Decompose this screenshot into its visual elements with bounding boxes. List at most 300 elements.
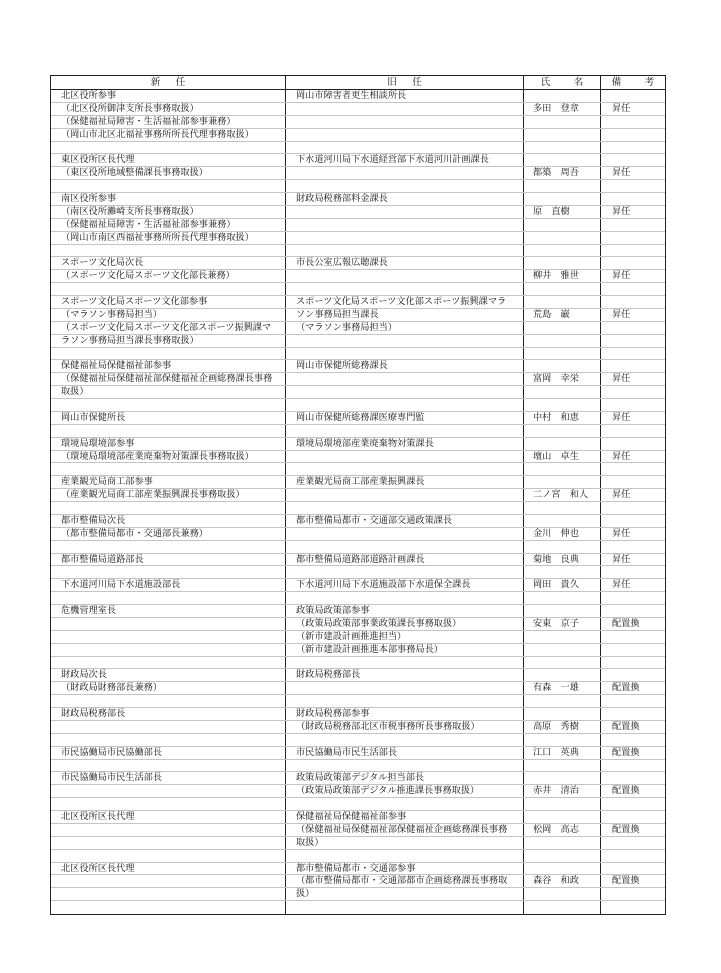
old-post-cell	[285, 129, 523, 141]
table-row	[51, 335, 665, 348]
name-cell	[523, 901, 600, 914]
old-post-cell: 下水道河川局下水道施設部下水道保全課長	[285, 579, 523, 591]
new-post-cell: 市民協働局市民生活部長	[61, 772, 163, 784]
new-post-cell: 産業観光局商工部参事	[61, 476, 153, 488]
note-cell	[600, 566, 665, 578]
name-cell	[523, 708, 600, 720]
new-post-cell: （北区役所御津支所長事務取扱）	[61, 102, 199, 114]
note-cell: 配置換	[600, 824, 665, 836]
old-post-cell	[285, 270, 523, 282]
old-post-cell: 岡山市障害者更生相談所長	[285, 90, 523, 102]
name-cell	[523, 657, 600, 669]
table-row	[51, 451, 665, 464]
note-cell	[600, 399, 665, 411]
table-row	[51, 142, 665, 155]
old-post-cell	[285, 245, 523, 257]
old-post-cell	[285, 734, 523, 746]
note-cell: 昇任	[600, 579, 665, 591]
table-row	[51, 850, 665, 863]
table-row	[51, 193, 665, 206]
new-post-cell	[51, 463, 285, 475]
table-row	[51, 438, 665, 451]
new-post-cell: 都市整備局次長	[61, 514, 126, 526]
old-post-cell	[285, 502, 523, 514]
old-post-cell	[285, 657, 523, 669]
note-cell	[600, 863, 665, 875]
name-cell	[523, 811, 600, 823]
old-post-cell	[285, 116, 523, 128]
table-row	[51, 386, 665, 399]
note-cell: 昇任	[600, 554, 665, 566]
name-cell	[523, 669, 600, 681]
name-cell	[523, 348, 600, 360]
note-cell	[600, 463, 665, 475]
name-cell	[523, 296, 600, 308]
table-row	[51, 695, 665, 708]
new-post-cell	[51, 760, 285, 772]
old-post-cell: 保健福祉局保健福祉部参事	[285, 811, 523, 823]
old-post-cell: 都市整備局道路部道路計画課長	[285, 554, 523, 566]
name-cell	[523, 193, 600, 205]
name-cell	[523, 180, 600, 192]
table-row	[51, 489, 665, 502]
old-post-cell	[285, 180, 523, 192]
name-cell	[523, 322, 600, 334]
table-row	[51, 657, 665, 670]
new-post-cell: 北区役所区長代理	[61, 811, 135, 822]
note-cell	[600, 129, 665, 141]
header-note: 備 考	[600, 76, 665, 89]
note-cell	[600, 644, 665, 656]
name-cell: 荒島 巌	[523, 309, 600, 321]
note-cell	[600, 425, 665, 437]
name-cell: 江口 英典	[523, 747, 600, 759]
old-post-cell: 扱）	[285, 888, 523, 900]
old-post-cell: 都市整備局都市・交通部参事	[285, 863, 523, 875]
note-cell	[600, 837, 665, 849]
name-cell	[523, 257, 600, 269]
new-post-cell: （南区役所灘崎支所長事務取扱）	[61, 205, 199, 217]
table-row	[51, 631, 665, 644]
name-cell	[523, 566, 600, 578]
old-post-cell: 財政局税務部長	[285, 669, 523, 681]
old-post-cell: 取扱）	[285, 837, 523, 849]
new-post-cell	[51, 875, 285, 887]
old-post-cell: 下水道河川局下水道経営部下水道河川計画課長	[285, 154, 523, 166]
table-header	[51, 76, 665, 90]
name-cell	[523, 772, 600, 784]
note-cell	[600, 193, 665, 205]
table-row	[51, 708, 665, 721]
name-cell	[523, 631, 600, 643]
note-cell	[600, 669, 665, 681]
table-row	[51, 760, 665, 773]
table-row	[51, 798, 665, 811]
name-cell	[523, 154, 600, 166]
name-cell	[523, 386, 600, 398]
name-cell: 金川 伸也	[523, 528, 600, 540]
old-post-cell	[285, 528, 523, 540]
name-cell: 安東 京子	[523, 618, 600, 630]
note-cell	[600, 257, 665, 269]
name-cell	[523, 116, 600, 128]
name-cell	[523, 438, 600, 450]
note-cell	[600, 734, 665, 746]
table-row	[51, 618, 665, 631]
new-post-cell	[51, 785, 285, 797]
name-cell	[523, 888, 600, 900]
new-post-cell	[51, 399, 285, 411]
note-cell: 昇任	[600, 412, 665, 424]
old-post-cell	[285, 283, 523, 295]
old-post-cell	[285, 167, 523, 179]
name-cell	[523, 863, 600, 875]
new-post-cell	[51, 425, 285, 437]
name-cell	[523, 219, 600, 231]
new-post-cell	[51, 245, 285, 257]
table-row	[51, 888, 665, 901]
name-cell: 多田 登章	[523, 103, 600, 115]
name-cell: 有森 一雄	[523, 682, 600, 694]
note-cell	[600, 348, 665, 360]
note-cell	[600, 811, 665, 823]
new-post-cell	[51, 901, 285, 914]
old-post-cell	[285, 425, 523, 437]
note-cell	[600, 708, 665, 720]
name-cell	[523, 798, 600, 810]
new-post-cell: 保健福祉局保健福祉部参事	[61, 360, 172, 372]
name-cell	[523, 605, 600, 617]
old-post-cell	[285, 206, 523, 218]
name-cell	[523, 541, 600, 553]
old-post-cell	[285, 541, 523, 553]
note-cell	[600, 541, 665, 553]
header-old-post: 旧 任	[285, 76, 523, 89]
name-cell	[523, 695, 600, 707]
new-post-cell: （岡山市北区北福祉事務所所長代理事務取扱）	[61, 128, 254, 140]
table-row	[51, 863, 665, 876]
new-post-cell: スポーツ文化局スポーツ文化部参事	[61, 296, 208, 307]
name-cell: 森谷 和政	[523, 875, 600, 887]
new-post-cell	[51, 734, 285, 746]
new-post-cell	[51, 592, 285, 604]
new-post-cell: （環境局環境部産業廃棄物対策課長事務取扱）	[61, 450, 254, 462]
new-post-cell	[51, 566, 285, 578]
table-row	[51, 644, 665, 657]
table-row	[51, 167, 665, 180]
note-cell: 昇任	[600, 489, 665, 501]
table-row	[51, 566, 665, 579]
name-cell	[523, 245, 600, 257]
new-post-cell	[51, 180, 285, 192]
table-row	[51, 257, 665, 270]
old-post-cell	[285, 901, 523, 914]
new-post-cell: 東区役所区長代理	[61, 154, 135, 166]
table-row	[51, 785, 665, 798]
new-post-cell	[51, 541, 285, 553]
note-cell: 昇任	[600, 167, 665, 179]
new-post-cell	[51, 502, 285, 514]
table-row	[51, 824, 665, 837]
old-post-cell	[285, 348, 523, 360]
table-row	[51, 502, 665, 515]
table-row	[51, 373, 665, 386]
note-cell	[600, 154, 665, 166]
note-cell	[600, 798, 665, 810]
old-post-cell	[285, 232, 523, 244]
note-cell	[600, 386, 665, 398]
old-post-cell	[285, 760, 523, 772]
table-row	[51, 412, 665, 425]
name-cell	[523, 283, 600, 295]
new-post-cell: （保健福祉局保健福祉部保健福祉企画総務課長事務	[61, 373, 273, 385]
table-row	[51, 721, 665, 734]
name-cell	[523, 463, 600, 475]
old-post-cell	[285, 682, 523, 694]
new-post-cell	[51, 888, 285, 900]
new-post-cell: （岡山市南区西福祉事務所所長代理事務取扱）	[61, 231, 254, 243]
old-post-cell: ソン事務局担当課長	[285, 309, 523, 321]
table-row	[51, 463, 665, 476]
header-new-post: 新 任	[150, 77, 189, 88]
table-row	[51, 811, 665, 824]
note-cell	[600, 232, 665, 244]
name-cell: 二ノ宮 和人	[523, 489, 600, 501]
old-post-cell: 環境局環境部産業廃棄物対策課長	[285, 438, 523, 450]
new-post-cell	[51, 644, 285, 656]
table-row	[51, 232, 665, 245]
table-row	[51, 399, 665, 412]
table-row	[51, 90, 665, 103]
table-row	[51, 476, 665, 489]
old-post-cell	[285, 386, 523, 398]
new-post-cell	[51, 721, 285, 733]
note-cell	[600, 515, 665, 527]
note-cell	[600, 335, 665, 347]
new-post-cell: 下水道河川局下水道施設部長	[61, 579, 181, 591]
name-cell	[523, 760, 600, 772]
old-post-cell	[285, 219, 523, 231]
table-row	[51, 348, 665, 361]
table-row	[51, 180, 665, 193]
old-post-cell	[285, 566, 523, 578]
new-post-cell: （財政局財務部長兼務）	[61, 682, 163, 694]
old-post-cell: （都市整備局都市・交通部都市企画総務課長事務取	[285, 875, 523, 887]
new-post-cell: 南区役所参事	[61, 193, 117, 204]
table-row	[51, 322, 665, 335]
note-cell: 昇任	[600, 309, 665, 321]
table-row	[51, 154, 665, 167]
old-post-cell: 岡山市保健所総務課医療専門監	[285, 412, 523, 424]
table-row	[51, 309, 665, 322]
note-cell	[600, 760, 665, 772]
new-post-cell: 市民協働局市民協働部長	[61, 746, 163, 758]
note-cell: 昇任	[600, 270, 665, 282]
old-post-cell: 財政局税務部料金課長	[285, 193, 523, 205]
table-row	[51, 875, 665, 888]
name-cell	[523, 515, 600, 527]
name-cell: 中村 和恵	[523, 412, 600, 424]
new-post-cell	[51, 798, 285, 810]
name-cell	[523, 837, 600, 849]
note-cell	[600, 322, 665, 334]
old-post-cell	[285, 463, 523, 475]
old-post-cell	[285, 850, 523, 862]
table-row	[51, 425, 665, 438]
new-post-cell: （保健福祉局障害・生活福祉部参事兼務）	[61, 115, 236, 127]
name-cell	[523, 476, 600, 488]
table-body	[51, 90, 665, 914]
new-post-cell: （マラソン事務局担当）	[61, 308, 163, 320]
note-cell	[600, 219, 665, 231]
note-cell	[600, 888, 665, 900]
old-post-cell	[285, 399, 523, 411]
new-post-cell: 取扱）	[61, 386, 89, 398]
name-cell	[523, 142, 600, 154]
new-post-cell	[51, 283, 285, 295]
old-post-cell: （新市建設計画推進担当）	[285, 631, 523, 643]
new-post-cell	[51, 348, 285, 360]
new-post-cell: 危機管理室長	[61, 605, 117, 616]
new-post-cell: （スポーツ文化局スポーツ文化部長兼務）	[61, 270, 235, 282]
personnel-table	[50, 75, 666, 915]
table-row	[51, 579, 665, 592]
table-row	[51, 129, 665, 142]
old-post-cell: 政策局政策部デジタル担当部長	[285, 772, 523, 784]
old-post-cell: （政策局政策部デジタル推進課長事務取扱）	[285, 785, 523, 797]
name-cell	[523, 734, 600, 746]
name-cell	[523, 90, 600, 102]
new-post-cell	[51, 631, 285, 643]
table-row	[51, 901, 665, 914]
old-post-cell: 岡山市保健所総務課長	[285, 360, 523, 372]
old-post-cell	[285, 142, 523, 154]
note-cell	[600, 592, 665, 604]
note-cell	[600, 631, 665, 643]
note-cell	[600, 283, 665, 295]
table-row	[51, 592, 665, 605]
note-cell	[600, 695, 665, 707]
note-cell	[600, 360, 665, 372]
table-row	[51, 682, 665, 695]
name-cell	[523, 850, 600, 862]
note-cell	[600, 850, 665, 862]
old-post-cell	[285, 103, 523, 115]
table-row	[51, 837, 665, 850]
note-cell: 配置換	[600, 618, 665, 630]
name-cell: 高原 秀樹	[523, 721, 600, 733]
table-row	[51, 772, 665, 785]
note-cell: 配置換	[600, 682, 665, 694]
new-post-cell: 岡山市保健所長	[61, 411, 126, 423]
table-row	[51, 245, 665, 258]
name-cell: 岡田 貴久	[523, 579, 600, 591]
new-post-cell: （東区役所地域整備課長事務取扱）	[61, 167, 208, 179]
table-row	[51, 219, 665, 232]
old-post-cell: 市民協働局市民生活部長	[285, 747, 523, 759]
name-cell	[523, 644, 600, 656]
note-cell: 昇任	[600, 451, 665, 463]
new-post-cell	[51, 837, 285, 849]
table-row	[51, 669, 665, 682]
new-post-cell: （都市整備局都市・交通部長兼務）	[61, 527, 208, 539]
note-cell: 配置換	[600, 721, 665, 733]
note-cell	[600, 116, 665, 128]
note-cell	[600, 657, 665, 669]
old-post-cell: （財政局税務部北区市税事務所長事務取扱）	[285, 721, 523, 733]
note-cell: 配置換	[600, 747, 665, 759]
table-row	[51, 116, 665, 129]
new-post-cell: 北区役所区長代理	[61, 862, 135, 874]
table-row	[51, 554, 665, 567]
old-post-cell: （政策局政策部事業政策課長事務取扱）	[285, 618, 523, 630]
name-cell: 壇山 卓生	[523, 451, 600, 463]
name-cell	[523, 129, 600, 141]
old-post-cell: スポーツ文化局スポーツ文化部スポーツ振興課マラ	[285, 296, 523, 308]
new-post-cell: 環境局環境部参事	[61, 437, 135, 449]
old-post-cell	[285, 592, 523, 604]
new-post-cell	[51, 618, 285, 630]
name-cell: 柳井 雅世	[523, 270, 600, 282]
old-post-cell	[285, 489, 523, 501]
name-cell: 赤井 清治	[523, 785, 600, 797]
new-post-cell	[51, 850, 285, 862]
new-post-cell: 都市整備局道路部長	[61, 553, 144, 565]
note-cell	[600, 438, 665, 450]
note-cell	[600, 605, 665, 617]
name-cell	[523, 425, 600, 437]
old-post-cell: 産業観光局商工部産業振興課長	[285, 476, 523, 488]
table-row	[51, 360, 665, 373]
old-post-cell: 都市整備局都市・交通部交通政策課長	[285, 515, 523, 527]
name-cell: 富岡 幸栄	[523, 373, 600, 385]
new-post-cell	[51, 695, 285, 707]
name-cell: 原 直樹	[523, 206, 600, 218]
note-cell: 昇任	[600, 103, 665, 115]
old-post-cell	[285, 695, 523, 707]
old-post-cell: （新市建設計画推進本部事務局長）	[285, 644, 523, 656]
note-cell: 配置換	[600, 785, 665, 797]
name-cell	[523, 360, 600, 372]
new-post-cell: スポーツ文化局次長	[61, 257, 144, 269]
note-cell	[600, 901, 665, 914]
old-post-cell	[285, 451, 523, 463]
new-post-cell	[51, 824, 285, 836]
name-cell	[523, 399, 600, 411]
note-cell	[600, 180, 665, 192]
old-post-cell: （マラソン事務局担当）	[285, 322, 523, 334]
note-cell: 昇任	[600, 206, 665, 218]
name-cell: 松岡 高志	[523, 824, 600, 836]
new-post-cell	[51, 142, 285, 154]
note-cell	[600, 142, 665, 154]
note-cell	[600, 90, 665, 102]
new-post-cell: ラソン事務局担当課長事務取扱）	[61, 334, 199, 346]
table-row	[51, 283, 665, 296]
old-post-cell: （保健福祉局保健福祉部保健福祉企画総務課長事務	[285, 824, 523, 836]
table-row	[51, 541, 665, 554]
table-row	[51, 515, 665, 528]
note-cell: 昇任	[600, 528, 665, 540]
new-post-cell: 北区役所参事	[61, 90, 117, 101]
table-row	[51, 528, 665, 541]
name-cell: 菊地 良典	[523, 554, 600, 566]
note-cell	[600, 296, 665, 308]
new-post-cell: （産業観光局商工部産業振興課長事務取扱）	[61, 489, 245, 501]
name-cell: 都築 周吾	[523, 167, 600, 179]
table-row	[51, 605, 665, 618]
table-row	[51, 747, 665, 760]
